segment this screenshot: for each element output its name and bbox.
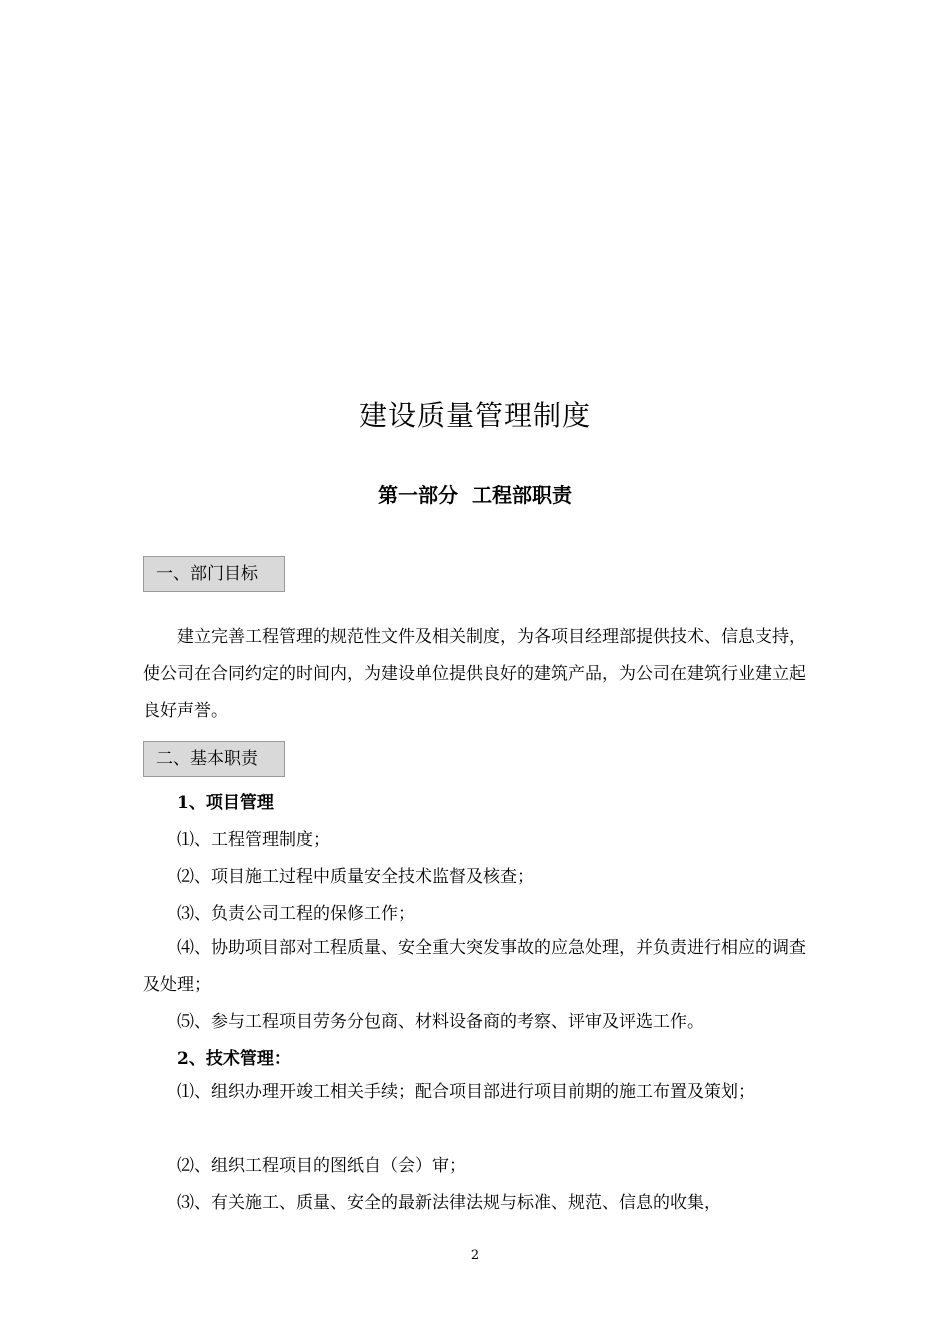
list-item: ⑸、参与工程项目劳务分包商、材料设备商的考察、评审及评选工作。 <box>177 1012 704 1032</box>
document-title: 建设质量管理制度 <box>358 399 591 432</box>
list-item: ⑷、协助项目部对工程质量、安全重大突发事故的应急处理，并负责进行相应的调查及处理； <box>143 938 806 995</box>
subheading-technical-management: 2、技术管理： <box>177 1049 291 1069</box>
section-heading-duties: 二、基本职责 <box>143 741 285 777</box>
list-item: ⑶、有关施工、质量、安全的最新法律法规与标准、规范、信息的收集， <box>177 1193 721 1213</box>
section-paragraph-goals: 建立完善工程管理的规范性文件及相关制度，为各项目经理部提供技术、信息支持，使公司在合同约定的时间内，为建设单位提供良好的建筑产品，为公司在建筑行业建立起良好声誉。 <box>143 627 806 721</box>
subheading-project-management: 1、项目管理 <box>177 793 274 813</box>
part-title: 第一部分 工程部职责 <box>378 483 572 507</box>
page-number: 2 <box>470 1248 480 1263</box>
list-item: ⑴、工程管理制度； <box>177 830 330 850</box>
list-item: ⑶、负责公司工程的保修工作； <box>177 904 415 924</box>
list-item: ⑴、组织办理开竣工相关手续；配合项目部进行项目前期的施工布置及策划； <box>177 1082 755 1102</box>
section-heading-goals: 一、部门目标 <box>143 556 285 592</box>
list-item: ⑵、组织工程项目的图纸自（会）审； <box>177 1156 466 1176</box>
list-item: ⑵、项目施工过程中质量安全技术监督及核查； <box>177 867 534 887</box>
